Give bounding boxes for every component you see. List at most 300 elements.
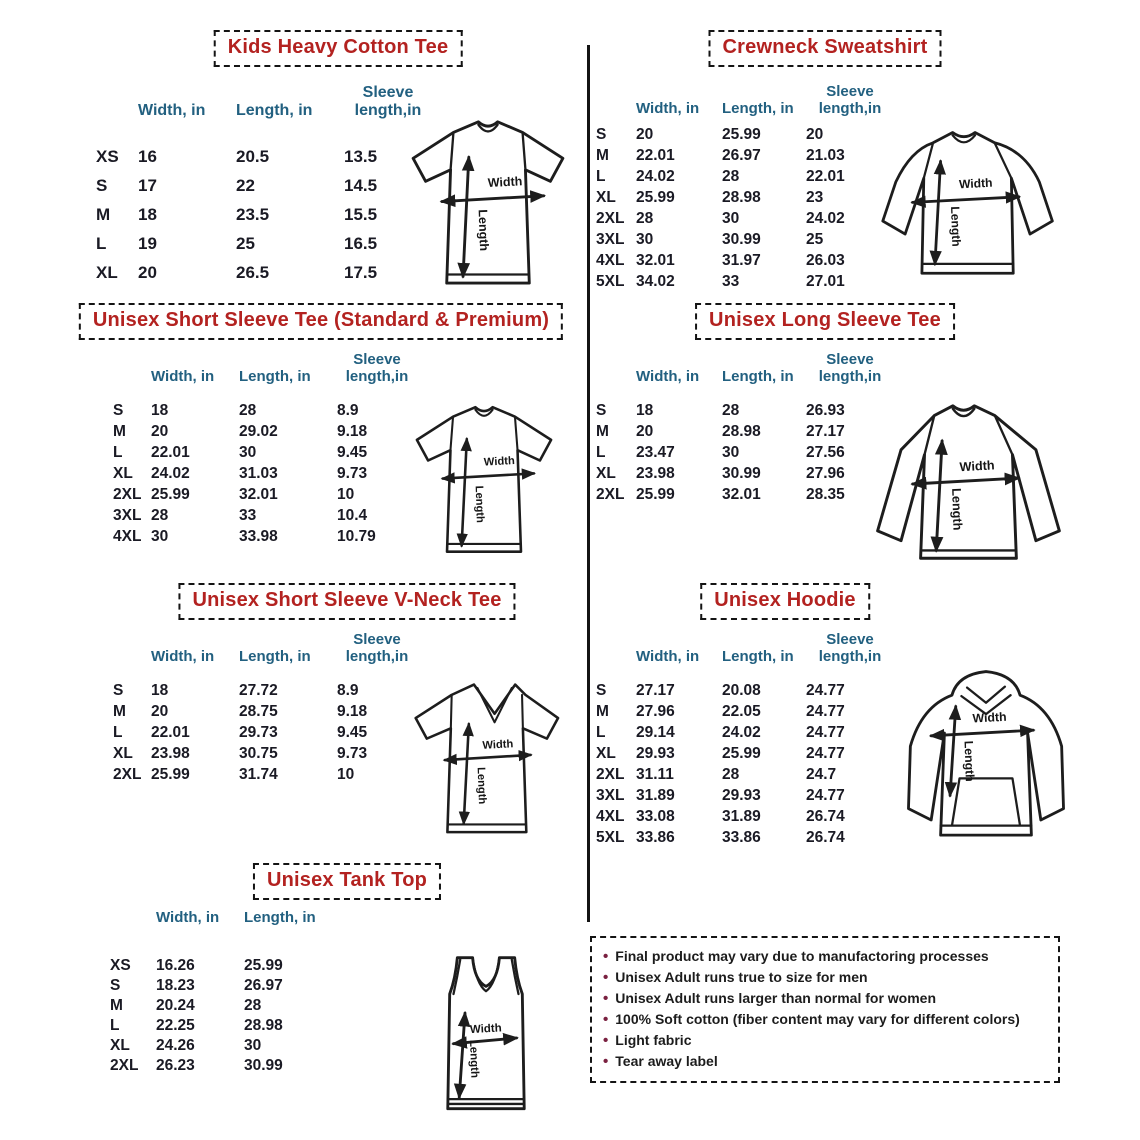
size-value: 20	[636, 125, 654, 143]
note-bullet: •	[603, 1032, 609, 1049]
size-value: 9.45	[337, 723, 368, 741]
size-label: M	[596, 422, 609, 440]
table-row	[110, 1016, 334, 1036]
size-value: 25	[236, 233, 255, 253]
size-label: XL	[110, 1036, 130, 1054]
size-value: 27.17	[636, 681, 675, 699]
size-value: 28	[722, 401, 740, 419]
size-value: 29.02	[239, 422, 278, 440]
size-value: 9.45	[337, 443, 368, 461]
size-value: 24.02	[806, 209, 845, 227]
size-value: 10.4	[337, 506, 368, 524]
size-label: M	[113, 702, 126, 720]
column-header-width: Width, in	[636, 647, 700, 665]
size-label: S	[113, 681, 124, 699]
size-value: 28	[722, 167, 740, 185]
size-value: 28	[151, 506, 169, 524]
size-value: 23.47	[636, 443, 675, 461]
size-value: 26.5	[236, 262, 270, 282]
chart-title: Crewneck Sweatshirt	[709, 30, 942, 67]
size-value: 24.77	[806, 723, 845, 741]
size-value: 14.5	[344, 175, 378, 195]
note-text: Unisex Adult runs true to size for men	[615, 969, 868, 985]
size-value: 20.5	[236, 146, 270, 166]
table-row	[96, 171, 432, 200]
size-label: XS	[96, 146, 119, 166]
table-row	[96, 258, 432, 287]
column-header-width: Width, in	[151, 367, 215, 385]
table-body	[596, 124, 894, 292]
size-value: 18	[151, 401, 169, 419]
size-table	[96, 84, 432, 287]
note-text: Light fabric	[615, 1032, 692, 1048]
size-value: 30	[722, 209, 740, 227]
size-value: 23.98	[636, 464, 675, 482]
size-value: 30	[636, 230, 654, 248]
size-table	[113, 632, 417, 785]
size-value: 18	[151, 681, 169, 699]
table-row	[113, 400, 417, 421]
chart-title: Kids Heavy Cotton Tee	[214, 30, 463, 67]
size-value: 31.89	[722, 807, 761, 825]
size-value: 27.96	[806, 464, 845, 482]
table-row	[596, 442, 894, 463]
size-value: 30	[722, 443, 740, 461]
size-value: 25.99	[151, 765, 190, 783]
size-label: L	[113, 723, 123, 741]
table-row	[596, 208, 894, 229]
size-label: M	[596, 146, 609, 164]
length-arrow-label: Length	[961, 740, 977, 782]
width-arrow-label: Width	[483, 455, 516, 469]
table-row	[596, 484, 894, 505]
size-value: 17	[138, 175, 157, 195]
size-value: 33	[722, 272, 740, 290]
notes-box	[590, 936, 1060, 1083]
table-body	[596, 400, 894, 505]
size-value: 20	[151, 702, 169, 720]
table-row	[596, 785, 894, 806]
note-bullet: •	[603, 1053, 609, 1070]
length-arrow-label: Length	[467, 1039, 481, 1079]
column-header-sleeve: Sleeve length,in	[354, 84, 422, 119]
table-row	[113, 526, 417, 547]
width-arrow-label: Width	[482, 738, 514, 752]
size-label: 3XL	[113, 506, 142, 524]
chart-title: Unisex Hoodie	[700, 583, 870, 620]
size-value: 16.5	[344, 233, 378, 253]
table-body	[113, 680, 417, 785]
table-row	[596, 764, 894, 785]
size-value: 9.18	[337, 422, 368, 440]
size-value: 31.97	[722, 251, 761, 269]
size-label: S	[596, 401, 607, 419]
size-value: 9.73	[337, 464, 368, 482]
column-header-sleeve: Sleeve length,in	[345, 351, 409, 385]
size-value: 18	[636, 401, 654, 419]
table-header-row	[596, 632, 894, 666]
table-row	[596, 145, 894, 166]
column-header-sleeve: Sleeve length,in	[345, 631, 409, 665]
size-label: 4XL	[113, 527, 142, 545]
size-value: 17.5	[344, 262, 378, 282]
size-table	[113, 352, 417, 547]
size-value: 10.79	[337, 527, 376, 545]
size-value: 10	[337, 765, 355, 783]
table-row	[113, 442, 417, 463]
size-value: 24.77	[806, 681, 845, 699]
length-arrow-label: Length	[475, 209, 492, 252]
size-value: 26.03	[806, 251, 845, 269]
size-value: 23.5	[236, 204, 270, 224]
table-row	[113, 764, 417, 785]
size-value: 30	[239, 443, 257, 461]
size-value: 24.02	[151, 464, 190, 482]
size-value: 28.35	[806, 485, 845, 503]
column-header-length: Length, in	[722, 367, 794, 385]
size-label: M	[110, 996, 123, 1014]
column-header-length: Length, in	[722, 99, 794, 117]
note-item	[603, 988, 1047, 1009]
table-row	[113, 463, 417, 484]
table-row	[596, 827, 894, 848]
size-value: 24.02	[722, 723, 761, 741]
size-value: 27.96	[636, 702, 675, 720]
size-value: 22.01	[151, 723, 190, 741]
table-row	[596, 250, 894, 271]
table-row	[596, 421, 894, 442]
length-arrow-label: Length	[472, 485, 486, 524]
size-label: 5XL	[596, 828, 625, 846]
size-value: 23.98	[151, 744, 190, 762]
size-table	[596, 84, 894, 292]
size-value: 13.5	[344, 146, 378, 166]
size-value: 28.75	[239, 702, 278, 720]
size-value: 22.05	[722, 702, 761, 720]
size-value: 18.23	[156, 976, 195, 994]
size-value: 27.56	[806, 443, 845, 461]
size-value: 30	[151, 527, 169, 545]
size-value: 33.86	[722, 828, 761, 846]
note-item	[603, 946, 1047, 967]
table-row	[96, 142, 432, 171]
size-value: 10	[337, 485, 355, 503]
table-row	[596, 400, 894, 421]
size-table	[110, 910, 334, 1076]
size-value: 30.99	[244, 1056, 283, 1074]
size-value: 25.99	[636, 485, 675, 503]
size-value: 24.26	[156, 1036, 195, 1054]
size-label: 3XL	[596, 786, 625, 804]
size-value: 29.14	[636, 723, 675, 741]
size-value: 16.26	[156, 956, 195, 974]
size-label: 2XL	[113, 485, 142, 503]
size-label: 5XL	[596, 272, 625, 290]
size-value: 22.01	[806, 167, 845, 185]
column-header-sleeve: Sleeve length,in	[818, 351, 882, 385]
size-value: 33.08	[636, 807, 675, 825]
size-value: 23	[806, 188, 824, 206]
column-header-width: Width, in	[636, 99, 700, 117]
size-value: 25.99	[151, 485, 190, 503]
size-value: 32.01	[239, 485, 278, 503]
table-row	[596, 701, 894, 722]
table-row	[596, 680, 894, 701]
table-body	[96, 142, 432, 287]
table-row	[96, 200, 432, 229]
size-value: 29.93	[722, 786, 761, 804]
size-label: S	[110, 976, 121, 994]
size-label: S	[96, 175, 108, 195]
width-arrow-label: Width	[959, 458, 995, 475]
table-row	[113, 421, 417, 442]
size-value: 22	[236, 175, 255, 195]
width-arrow-label: Width	[958, 175, 993, 192]
table-row	[596, 806, 894, 827]
chart-title: Unisex Long Sleeve Tee	[695, 303, 955, 340]
size-label: L	[96, 233, 107, 253]
table-row	[113, 505, 417, 526]
size-label: XL	[596, 464, 616, 482]
size-value: 25.99	[244, 956, 283, 974]
size-value: 34.02	[636, 272, 675, 290]
size-value: 20	[138, 262, 157, 282]
size-label: M	[113, 422, 126, 440]
column-header-length: Length, in	[239, 367, 311, 385]
size-value: 22.25	[156, 1016, 195, 1034]
note-item	[603, 967, 1047, 988]
size-label: XL	[596, 188, 616, 206]
note-item	[603, 1051, 1047, 1072]
length-arrow-label: Length	[474, 766, 488, 805]
tank-top-illustration	[428, 952, 544, 1124]
note-text: Unisex Adult runs larger than normal for women	[615, 990, 937, 1006]
table-header-row	[596, 84, 894, 118]
size-value: 31.89	[636, 786, 675, 804]
size-value: 30.99	[722, 464, 761, 482]
size-label: L	[113, 443, 123, 461]
column-header-width: Width, in	[636, 367, 700, 385]
size-value: 32.01	[722, 485, 761, 503]
size-label: M	[596, 702, 609, 720]
column-header-width: Width, in	[138, 101, 206, 119]
width-arrow-label: Width	[972, 709, 1007, 726]
size-value: 24.77	[806, 744, 845, 762]
table-row	[96, 229, 432, 258]
size-value: 30.99	[722, 230, 761, 248]
note-bullet: •	[603, 1011, 609, 1028]
size-label: S	[596, 125, 607, 143]
size-value: 33.98	[239, 527, 278, 545]
sweatshirt-illustration	[866, 124, 1071, 292]
table-row	[113, 680, 417, 701]
size-label: XS	[110, 956, 131, 974]
column-header-width: Width, in	[151, 647, 215, 665]
table-row	[110, 956, 334, 976]
chart-title: Unisex Tank Top	[253, 863, 441, 900]
table-row	[596, 166, 894, 187]
table-row	[596, 743, 894, 764]
size-value: 28	[722, 765, 740, 783]
size-value: 31.74	[239, 765, 278, 783]
size-label: 4XL	[596, 807, 625, 825]
table-row	[596, 124, 894, 145]
size-value: 20.08	[722, 681, 761, 699]
size-value: 24.02	[636, 167, 675, 185]
size-value: 26.74	[806, 807, 845, 825]
size-value: 15.5	[344, 204, 378, 224]
size-value: 28.98	[722, 422, 761, 440]
column-header-width: Width, in	[156, 909, 220, 926]
size-label: XL	[113, 744, 133, 762]
size-label: XL	[113, 464, 133, 482]
hoodie-illustration	[882, 666, 1090, 852]
size-value: 24.77	[806, 786, 845, 804]
size-value: 25.99	[722, 125, 761, 143]
size-value: 20	[151, 422, 169, 440]
size-value: 33	[239, 506, 257, 524]
size-value: 9.18	[337, 702, 368, 720]
note-bullet: •	[603, 990, 609, 1007]
table-header-row	[113, 632, 417, 666]
size-label: XL	[96, 262, 118, 282]
size-label: L	[596, 443, 606, 461]
table-header-row	[113, 352, 417, 386]
size-value: 25.99	[722, 744, 761, 762]
size-value: 27.01	[806, 272, 845, 290]
size-label: 2XL	[596, 485, 625, 503]
size-value: 30	[244, 1036, 262, 1054]
note-item	[603, 1030, 1047, 1051]
note-text: 100% Soft cotton (fiber content may vary for different colors)	[615, 1011, 1020, 1027]
size-value: 28.98	[244, 1016, 283, 1034]
long-sleeve-tee-illustration	[860, 396, 1075, 572]
size-value: 29.73	[239, 723, 278, 741]
size-value: 26.97	[722, 146, 761, 164]
table-header-row	[596, 352, 894, 386]
note-text: Tear away label	[615, 1053, 718, 1069]
size-label: S	[596, 681, 607, 699]
size-value: 26.97	[244, 976, 283, 994]
width-arrow-label: Width	[487, 174, 523, 191]
size-table	[596, 632, 894, 848]
column-header-length: Length, in	[244, 909, 316, 926]
chart-title: Unisex Short Sleeve V-Neck Tee	[178, 583, 515, 620]
size-value: 28	[244, 996, 262, 1014]
table-row	[110, 996, 334, 1016]
size-value: 31.11	[636, 765, 674, 783]
size-value: 25.99	[636, 188, 675, 206]
size-label: L	[596, 167, 606, 185]
size-value: 20	[806, 125, 824, 143]
table-row	[110, 1056, 334, 1076]
size-value: 31.03	[239, 464, 278, 482]
column-divider	[587, 45, 590, 922]
table-row	[596, 229, 894, 250]
tee-illustration	[392, 112, 584, 292]
size-label: 3XL	[596, 230, 625, 248]
column-header-length: Length, in	[236, 101, 313, 119]
size-label: M	[96, 204, 111, 224]
size-value: 24.77	[806, 702, 845, 720]
table-body	[110, 956, 334, 1076]
width-arrow-label: Width	[469, 1022, 502, 1037]
vneck-tee-illustration	[400, 676, 572, 839]
note-bullet: •	[603, 969, 609, 986]
size-value: 28	[239, 401, 257, 419]
size-value: 28	[636, 209, 654, 227]
table-row	[596, 722, 894, 743]
length-arrow-label: Length	[949, 487, 965, 531]
table-row	[596, 271, 894, 292]
table-body	[113, 400, 417, 547]
size-value: 30.75	[239, 744, 278, 762]
chart-title: Unisex Short Sleeve Tee (Standard & Premium)	[79, 303, 563, 340]
size-value: 26.74	[806, 828, 845, 846]
size-value: 28.98	[722, 188, 761, 206]
column-header-length: Length, in	[239, 647, 311, 665]
table-row	[596, 187, 894, 208]
table-row	[113, 701, 417, 722]
size-value: 18	[138, 204, 157, 224]
table-row	[113, 722, 417, 743]
size-value: 29.93	[636, 744, 675, 762]
size-value: 20	[636, 422, 654, 440]
size-label: L	[596, 723, 606, 741]
column-header-sleeve: Sleeve length,in	[818, 631, 882, 665]
table-header-row	[110, 910, 334, 927]
length-arrow-label: Length	[948, 206, 964, 247]
size-label: 2XL	[110, 1056, 139, 1074]
size-label: 4XL	[596, 251, 625, 269]
table-body	[596, 680, 894, 848]
size-value: 21.03	[806, 146, 845, 164]
size-value: 25	[806, 230, 824, 248]
column-header-sleeve: Sleeve length,in	[818, 83, 882, 117]
size-label: 2XL	[596, 209, 625, 227]
size-value: 33.86	[636, 828, 675, 846]
tee-illustration	[398, 398, 570, 560]
size-value: 22.01	[636, 146, 675, 164]
size-label: 2XL	[113, 765, 142, 783]
size-value: 22.01	[151, 443, 190, 461]
size-label: 2XL	[596, 765, 625, 783]
table-row	[110, 976, 334, 996]
size-value: 8.9	[337, 681, 359, 699]
size-value: 8.9	[337, 401, 359, 419]
size-label: XL	[596, 744, 616, 762]
size-value: 16	[138, 146, 157, 166]
size-value: 26.93	[806, 401, 845, 419]
table-row	[113, 743, 417, 764]
size-label: L	[110, 1016, 120, 1034]
table-row	[113, 484, 417, 505]
size-label: S	[113, 401, 124, 419]
table-row	[110, 1036, 334, 1056]
size-value: 20.24	[156, 996, 195, 1014]
size-value: 27.72	[239, 681, 278, 699]
size-value: 9.73	[337, 744, 368, 762]
size-table	[596, 352, 894, 505]
size-value: 32.01	[636, 251, 675, 269]
table-header-row	[96, 84, 432, 120]
size-value: 26.23	[156, 1056, 195, 1074]
column-header-length: Length, in	[722, 647, 794, 665]
table-row	[596, 463, 894, 484]
size-value: 24.7	[806, 765, 837, 783]
size-value: 19	[138, 233, 157, 253]
note-item	[603, 1009, 1047, 1030]
